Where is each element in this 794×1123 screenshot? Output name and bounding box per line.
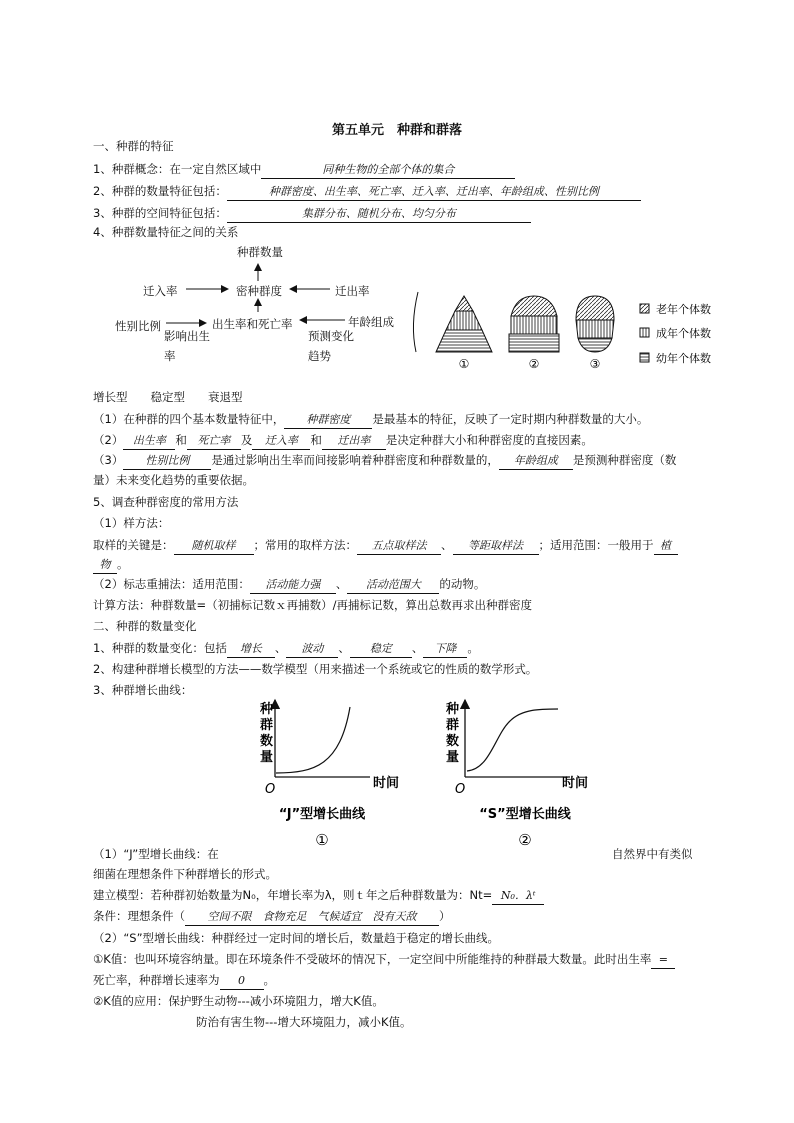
answer-blank: 空间不限 食物充足 气候适宜 没有天敌 (185, 909, 439, 926)
text: 2、种群的数量特征包括： (93, 184, 227, 198)
answer-blank: N₀．λᵗ (492, 888, 544, 905)
text-line: 细菌在理想条件下种群增长的形式。 (93, 867, 277, 881)
text-line: （2）“S”型增长曲线：种群经过一定时间的增长后，数量趋于稳定的增长曲线。 (93, 931, 500, 945)
answer-blank: 随机取样 (174, 538, 254, 555)
page-title: 第五单元 种群和群落 (331, 123, 462, 138)
text: 。 (467, 641, 479, 655)
text-line: 量）未来变化趋势的重要依据。 (93, 473, 254, 487)
answer-blank: 性别比例 (123, 453, 211, 470)
text: 条件：理想条件（ (93, 909, 185, 923)
answer-blank: 种群密度、出生率、死亡率、迁入率、迁出率、年龄组成、性别比例 (227, 184, 641, 201)
diagram-left: 迁入率 (143, 284, 178, 298)
j-curve-graph (259, 700, 399, 849)
answer-blank: 迁出率 (322, 433, 386, 450)
answer-blank: 波动 (286, 641, 338, 658)
text: 是决定种群大小和种群密度的直接因素。 (385, 433, 593, 447)
j-origin: O (265, 782, 276, 797)
diagram-sub-left: 影响出生率 (164, 329, 210, 363)
diagram-right: 迁出率 (335, 284, 370, 298)
text-line (93, 411, 648, 429)
brace (413, 292, 418, 352)
text: （2）标志重捕法：适用范围： (93, 577, 250, 591)
pyramid-label-2: ② (528, 357, 540, 371)
text: ；适用范围：一般用于 (538, 538, 654, 552)
text-line (93, 908, 451, 926)
text: 建立模型：若种群初始数量为N₀，年增长率为λ，则ｔ年之后种群数量为：Nt= (93, 888, 493, 902)
text: 是最基本的特征，反映了一定时期内种群数量的大小。 (372, 412, 649, 426)
legend-young-swatch (640, 353, 649, 362)
legend-young: 幼年个体数 (656, 352, 711, 365)
text: （3） (93, 453, 124, 467)
answer-blank: 集群分布、随机分布、均匀分布 (227, 206, 531, 223)
text: （2） (93, 433, 124, 447)
answer-blank: 活动能力强 (250, 577, 336, 594)
answer-blank: 等距取样法 (453, 538, 539, 555)
answer-blank: 五点取样法 (357, 538, 441, 555)
age-pyramids-figure (408, 290, 728, 375)
text-line: 计算方法：种群数量=（初捕标记数ｘ再捕数）/再捕标记数，算出总数再求出种群密度 (93, 598, 533, 612)
section-heading: 一、种群的特征 (93, 139, 174, 153)
text-line (93, 432, 593, 450)
types-line: 增长型 稳定型 衰退型 (93, 390, 243, 404)
text: 及 (240, 433, 253, 447)
text: 、 (274, 641, 287, 655)
text: ；常用的取样方法： (253, 538, 357, 552)
text: 、 (335, 577, 348, 591)
diagram-top: 种群数量 (237, 245, 283, 259)
text-line: 自然界中有类似 (612, 847, 693, 861)
diagram-age: 年龄组成 (348, 315, 394, 329)
answer-blank: 下降 (423, 641, 467, 658)
pyramid-growth (436, 296, 492, 352)
text: 是预测种群密度（数 (572, 453, 677, 467)
answer-blank: = (651, 952, 675, 969)
answer-blank: 增长 (227, 641, 275, 658)
j-ylabel-3: 数 (260, 734, 274, 749)
pyramid-decline (576, 296, 614, 352)
text-line: （1）“J”型增长曲线：在 (93, 847, 219, 861)
legend-adult-swatch (640, 328, 649, 337)
answer-blank: 物 (93, 557, 117, 574)
answer-blank: 年龄组成 (499, 453, 573, 470)
answer-blank: 死亡率 (187, 433, 241, 450)
text: ） (439, 909, 451, 923)
j-ylabel-2: 群 (260, 718, 274, 733)
answer-blank: 种群密度 (284, 412, 372, 429)
text-line: 4、种群数量特征之间的关系 (93, 225, 239, 239)
text-line: 5、调查种群密度的常用方法 (93, 495, 239, 509)
text-line (93, 640, 479, 658)
legend-old-swatch (640, 304, 649, 313)
text-line (93, 537, 678, 555)
text-line (93, 887, 544, 905)
answer-blank: 出生率 (123, 433, 175, 450)
s-curve (467, 709, 558, 771)
text: 死亡率，种群增长速率为 (93, 973, 220, 987)
s-caption: “S”型增长曲线 (479, 807, 571, 822)
text-line (93, 951, 675, 969)
answer-blank: 迁入率 (252, 433, 310, 450)
pyramid-label-1: ① (458, 357, 470, 371)
text-line: 2、构建种群增长模型的方法——数学模型（用来描述一个系统或它的性质的数学形式。 (93, 662, 538, 676)
answer-blank: 同种生物的全部个体的集合 (261, 162, 515, 179)
text-line (93, 452, 676, 470)
s-number: ② (518, 831, 532, 849)
j-ylabel-1: 种 (260, 702, 274, 717)
pyramid-stable (509, 296, 559, 352)
text: 是通过影响出生率而间接影响着种群密度和种群数量的， (211, 453, 499, 467)
section-heading: 二、种群的数量变化 (93, 619, 197, 633)
diagram-center: 密种群度 (236, 284, 282, 298)
text-line: 3、种群增长曲线： (93, 683, 193, 697)
diagram-mid: 出生率和死亡率 (212, 317, 293, 331)
text: 。 (117, 557, 129, 571)
j-caption: “J”型增长曲线 (278, 807, 366, 822)
j-xlabel: 时间 (373, 776, 400, 791)
j-ylabel-4: 量 (260, 750, 274, 765)
text-line (93, 576, 485, 594)
text: 取样的关键是： (93, 538, 174, 552)
answer-blank: 植 (654, 538, 678, 555)
answer-blank: 稳定 (350, 641, 412, 658)
text-line: 防治有害生物---增大环境阻力，减小K值。 (196, 1015, 412, 1029)
diagram-sex: 性别比例 (115, 319, 161, 333)
text: ①K值：也叫环境容纳量。即在环境条件不受破坏的情况下，一定空间中所能维持的种群最大数量。此时出生率 (93, 952, 652, 966)
s-ylabel-2: 群 (446, 718, 460, 733)
text: 和 (175, 433, 187, 447)
text: 1、种群概念：在一定自然区域中 (93, 162, 262, 176)
text: 的动物。 (439, 577, 486, 591)
answer-blank: 0 (220, 973, 264, 990)
text-line: （1）样方法： (93, 516, 170, 530)
text: 、 (338, 641, 350, 655)
growth-curves-figure (240, 695, 620, 855)
text: 3、种群的空间特征包括： (93, 206, 227, 220)
s-origin: O (455, 782, 466, 797)
j-number: ① (315, 831, 329, 849)
text: 1、种群的数量变化：包括 (93, 641, 227, 655)
text: 和 (310, 433, 322, 447)
legend-old: 老年个体数 (656, 303, 711, 316)
text: 、 (411, 641, 424, 655)
text-line (93, 972, 275, 990)
text: 、 (441, 538, 453, 552)
text: 。 (263, 973, 275, 987)
j-curve (276, 707, 350, 773)
s-xlabel: 时间 (562, 776, 589, 791)
s-ylabel-1: 种 (446, 702, 460, 717)
legend-adult: 成年个体数 (656, 327, 711, 340)
answer-blank: 活动范围大 (347, 577, 439, 594)
pyramid-label-3: ③ (589, 357, 601, 371)
text: （1）在种群的四个基本数量特征中， (93, 412, 285, 426)
text-line: ②K值的应用：保护野生动物---减小环境阻力，增大K值。 (93, 994, 384, 1008)
diagram-sub-right: 预测变化趋势 (308, 329, 354, 363)
s-curve-graph (445, 700, 588, 849)
s-ylabel-4: 量 (446, 750, 460, 765)
s-ylabel-3: 数 (446, 734, 460, 749)
text-line (93, 556, 129, 574)
